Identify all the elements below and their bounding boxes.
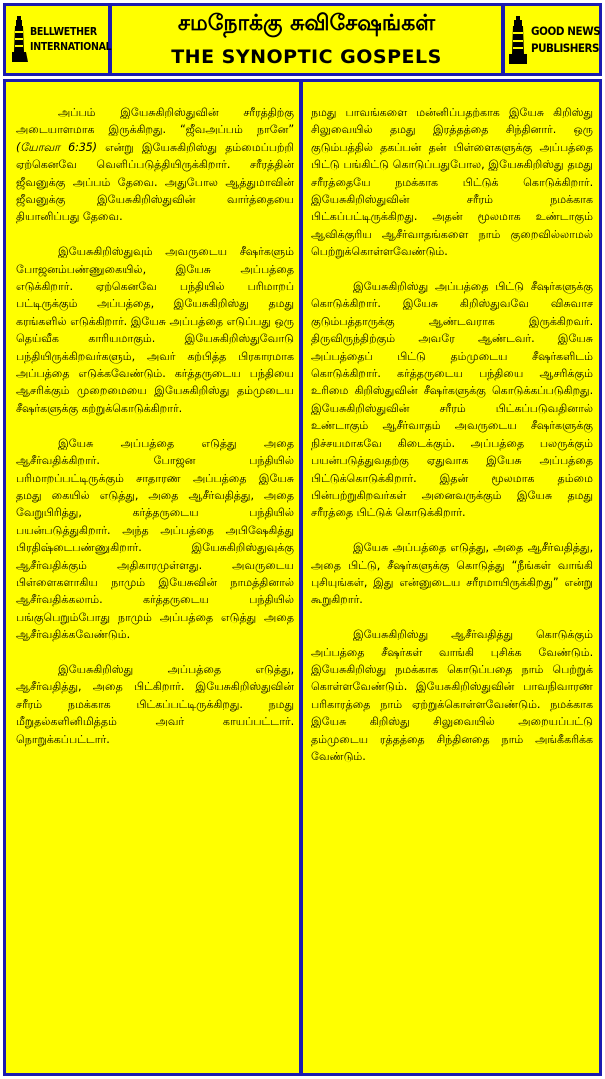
paragraph-text: இயேசு அப்பத்தை எடுத்து, அதை ஆசீர்வதித்து, அதை பிட்டு, சீஷர்களுக்கு கொடுத்து “நீங்கள் வாங்கி புசியுங்கள், இது என்னுடைய சரீரமாயிருக்கிறது” என்று கூறுகிறார். <box>311 541 593 607</box>
paragraph <box>311 104 593 261</box>
paragraph <box>16 243 294 417</box>
bellwether-line2: INTERNATIONAL <box>30 41 112 53</box>
paragraph-text: அப்பம் இயேசுகிறிஸ்துவின் சரீரத்திற்கு அடையாளமாக இருக்கிறது. “ஜீவஅப்பம் நானே” <box>16 106 294 137</box>
paragraph-text: என்று இயேசுகிறிஸ்து தம்மைப்பற்றி ஏற்கெனவே வெளிப்படுத்தியிருக்கிறார். சரீரத்தின் ஜீவனுக்கு அப்பம் தேவை. அதுபோல ஆத்துமாவின் ஜீவனுக்கு இயேசுகிறிஸ்துவின் வார்த்தையை தியானிப்பது தேவை. <box>16 140 294 224</box>
title-cell <box>112 6 501 73</box>
good-news-line1: GOOD NEWS <box>531 24 601 38</box>
scripture-reference: (யோவா 6:35) <box>16 140 97 154</box>
paragraph-text: இயேசுகிறிஸ்து அப்பத்தை எடுத்து, ஆசீர்வதித்து, அதை பிட்கிறார். இயேசுகிறிஸ்துவின் சரீரம் நமக்காக பிட்கப்பட்டிருக்கிறது. நமது மீறுதல்களினிமித்தம் அவர் காயப்பட்டார். நொறுக்கப்பட்டார். <box>16 662 294 746</box>
title-tamil: சமநோக்கு சுவிசேஷங்கள் <box>177 11 436 36</box>
title-english: THE SYNOPTIC GOSPELS <box>171 46 442 68</box>
good-news-logo <box>509 14 601 66</box>
right-column <box>303 82 599 1073</box>
paragraph <box>16 435 294 644</box>
bellwether-line1: BELLWETHER <box>30 26 97 38</box>
left-column <box>6 82 299 1073</box>
header <box>3 3 602 76</box>
paragraph <box>311 626 593 765</box>
body-frame <box>3 79 602 1076</box>
paragraph-text: இயேசு அப்பத்தை எடுத்து அதை ஆசீர்வதிக்கிறார். போஜன பந்தியில் பரிமாறப்பட்டிருக்கும் சாதாரண அப்பத்தை இயேசு தமது கையில் எடுத்து, அதை ஆசீர்வதித்து, அதை வேறுபிரித்து, கர்த்தருடைய பந்தியில் பயன்படுத்துகிறார். அந்த அப்பத்தை அபிஷேகித்து பிரதிஷ்டைபண்ணுகிறார். இயேசுகிறிஸ்துவுக்கு ஆசீர்வதிக்கும் அதிகாரமுள்ளது. அவருடைய பிள்ளைகளாகிய நாமும் இயேசுவின் நாமத்தினால் ஆசீர்வதிக்கலாம். கர்த்தருடைய பந்தியில் பங்குபெறும்போது நாமும் அப்பத்தை எடுத்து அதை ஆசீர்வதிக்கவேண்டும். <box>16 436 294 642</box>
paragraph <box>16 661 294 748</box>
paragraph <box>311 539 593 609</box>
bellwether-logo <box>12 14 112 66</box>
left-logo-cell <box>6 6 112 73</box>
paragraph-text: இயேசுகிறிஸ்துவும் அவருடைய சீஷர்களும் போஜனம்பண்ணுகையில், இயேசு அப்பத்தை எடுக்கிறார். ஏற்கெனவே பந்தியில் பரிமாறப் பட்டிருக்கும் அப்பத்தை, இயேசுகிறிஸ்து தமது கரங்களில் எடுக்கிறார். இயேசு அப்பத்தை எடுப்பது ஒரு தெய்வீக காரியமாகும். இயேசுகிறிஸ்துவோடு பந்தியிருக்கிறவர்களும், அவர் கற்பித்த பிரகாரமாக அப்பத்தை எடுக்கவேண்டும். கர்த்தருடைய பந்தியை ஆசரிக்கும் முறைமையை இயேசுகிறிஸ்து தம்முடைய சீஷர்களுக்கு கற்றுக்கொடுக்கிறார். <box>16 245 294 415</box>
paragraph-text: இயேசுகிறிஸ்து ஆசீர்வதித்து கொடுக்கும் அப்பத்தை சீஷர்கள் வாங்கி புசிக்க வேண்டும். இயேசுகிறிஸ்து நமக்காக கொடுப்பதை நாம் பெற்றுக் கொள்ளவேண்டும். இயேசுகிறிஸ்துவின் பாவநிவாரண பரிகாரத்தை நாம் ஏற்றுக்கொள்ளவேண்டும். நமக்காக இயேசு கிறிஸ்து சிலுவையில் அறையப்பட்டு தம்முடைய ரத்தத்தை சிந்தினதை நாம் அங்கீகரிக்க வேண்டும். <box>311 628 593 763</box>
paragraph <box>16 104 294 226</box>
paragraph-text: நமது பாவங்களை மன்னிப்பதற்காக இயேசு கிறிஸ்து சிலுவையில் தமது இரத்தத்தை சிந்தினார். ஒரு குடும்பத்தில் தகப்பன் தன் பிள்ளைகளுக்கு அப்பத்தை பிட்டு பங்கிட்டு கொடுப்பதுபோல, இயேசுகிறிஸ்து தமது சரீரத்தையே நமக்காக பிட்டுக் கொடுக்கிறார். இயேசுகிறிஸ்துவின் சரீரம் நமக்காக பிட்கப்பட்டிருக்கிறது. அதன் மூலமாக உண்டாகும் ஆவிக்குரிய ஆசீர்வாதங்களை நாம் குறைவில்லாமல் பெற்றுக்கொள்ளவேண்டும். <box>311 106 593 259</box>
bellwether-logo-icon <box>12 16 28 62</box>
good-news-line2: PUBLISHERS <box>531 41 599 55</box>
paragraph-text: இயேசுகிறிஸ்து அப்பத்தை பிட்டு சீஷர்களுக்கு கொடுக்கிறார். இயேசு கிறிஸ்துவவே விசுவாச குடும்பத்தாருக்கு ஆண்டவராக இருக்கிறவர். திருவிருந்திற்கும் அவரே ஆண்டவர். இயேசு அப்பத்தைப் பிட்டு தம்முடைய சீஷர்களிடம் கொடுக்கிறார். கர்த்தருடைய பந்தியை ஆசரிக்கும் உரிமை கிறிஸ்துவின் சீஷர்களுக்கு கொடுக்கப்படுகிறது. இயேசுகிறிஸ்துவின் சரீரம் பிட்கப்படுவதினால் உண்டாகும் ஆசீர்வாதம் அவருடைய சீஷர்களுக்கு நிச்சயமாகவே கிடைக்கும். அப்பத்தை பலருக்கும் பயன்படுத்துவதற்கு ஏதுவாக இயேசு அப்பத்தை பிட்டுக்கொடுக்கிறார். இதன் மூலமாக தம்மை பின்பற்றுகிறவர்கள் அனைவருக்கும் இயேசு தமது சரீரத்தை பிட்டுக் கொடுக்கிறார். <box>311 280 593 520</box>
good-news-logo-icon <box>509 16 527 64</box>
paragraph <box>311 278 593 522</box>
right-logo-cell <box>505 6 599 73</box>
